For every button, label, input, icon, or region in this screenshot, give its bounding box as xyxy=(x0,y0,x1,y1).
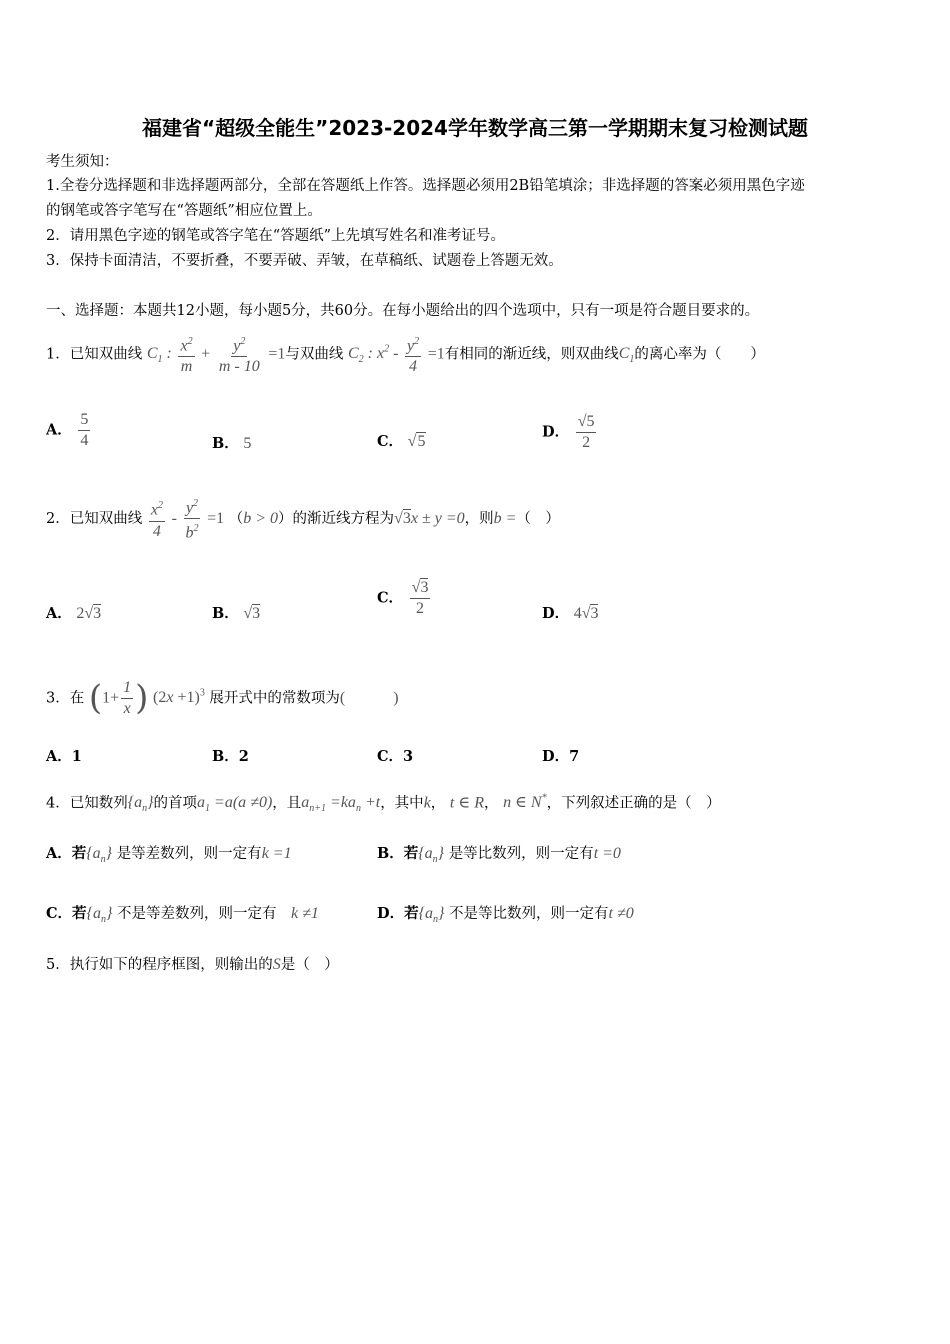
section-heading: 一、选择题：本题共12小题，每小题5分，共60分。在每小题给出的四个选项中，只有一项是符合题目要求的。 xyxy=(46,303,760,319)
q4-option-d: D．若$\{a_n\}$ 不是等比数列，则一定有t ≠0 xyxy=(377,905,634,926)
q3-option-b: B．2 xyxy=(212,748,249,765)
q1-frac-x2-m: $\frac{x^2}{m}$ xyxy=(178,332,194,377)
q4-option-b: B．若$\{a_n\}$ 是等比数列，则一定有t =0 xyxy=(377,845,621,866)
q2-condition: ）的渐近线方程为 xyxy=(278,510,395,527)
q1-option-d: D． $\frac{√5}{2}$ xyxy=(542,413,595,451)
question-2: 2．已知双曲线 $\frac{x^2}{4}$ - $\frac{y^2}{b^2}$ =1 （b > 0）的渐近线方程为√3x ± y =0，则b =（ ） xyxy=(46,494,560,544)
notice-item-1a: 1.全卷分选择题和非选择题两部分，全部在答题纸上作答。选择题必须用2B铅笔填涂；非选择题的答案必须用黑色字迹 xyxy=(46,178,805,194)
q1-mid: 与双曲线 xyxy=(285,346,344,363)
q2-option-d: D． 4√3 xyxy=(542,605,599,622)
q1-frac-y2-4: $\frac{y^2}{4}$ xyxy=(405,332,421,377)
q4-option-c: C．若$\{a_n\}$ 不是等差数列，则一定有 k ≠1 xyxy=(46,905,319,926)
notice-item-2: 2．请用黑色字迹的钢笔或答字笔在“答题纸”上先填写姓名和准考证号。 xyxy=(46,228,506,244)
q1-option-c: C． √5 xyxy=(377,433,426,450)
q2-option-a: A． 2√3 xyxy=(46,605,102,622)
q1-suffix2: 的离心率为（ ） xyxy=(634,346,765,363)
q1-curve-c2: $C_2$ : $x^2$ - xyxy=(347,344,399,366)
notice-item-3: 3．保持卡面清洁，不要折叠，不要弄破、弄皱，在草稿纸、试题卷上答题无效。 xyxy=(46,253,563,269)
q1-option-b: B． 5 xyxy=(212,435,252,452)
q1-suffix: 有相同的渐近线，则双曲线 xyxy=(444,346,619,363)
q3-option-a: A．1 xyxy=(46,748,82,765)
q1-curve-c1: $C_1$ : xyxy=(146,345,172,366)
q3-option-d: D．7 xyxy=(542,748,580,765)
q1-prefix: 1．已知双曲线 xyxy=(46,346,143,363)
q2-option-c: C． $\frac{√3}{2}$ xyxy=(377,579,429,617)
q2-option-b: B． √3 xyxy=(212,605,261,622)
question-1: 1．已知双曲线 $C_1$ : $\frac{x^2}{m}$ + $\frac{y^2}{m - 10}$ =1与双曲线 $C_2$ : $x^2$ - $\frac{y^2}{4}$ =1有相同的渐近线，则双曲线$C_1$的离心率为（ ） xyxy=(46,326,765,385)
page-title: 福建省“超级全能生”2023-2024学年数学高三第一学期期末复习检测试题 xyxy=(142,116,808,140)
notice-item-1b: 的钢笔或答字笔写在“答题纸”相应位置上。 xyxy=(46,203,322,219)
q1-frac-y2-m10: $\frac{y^2}{m - 10}$ xyxy=(217,332,262,377)
question-3: 3．在 (1+ $\frac{1}{x}$ ) $(2x +1)^3$ 展开式中的常数项为( ) xyxy=(46,678,399,719)
q1-option-a: A． $\frac{5}{4}$ xyxy=(46,411,89,449)
q2-prefix: 2．已知双曲线 xyxy=(46,510,143,527)
question-5: 5．执行如下的程序框图，则输出的S是（ ） xyxy=(46,956,339,973)
notice-heading: 考生须知： xyxy=(46,154,119,170)
q4-option-a: A．若$\{a_n\}$ 是等差数列，则一定有k =1 xyxy=(46,845,292,866)
question-4: 4．已知数列$\{a_n\}$的首项$a_1 =a(a \ne 0)$，且$a_{n+1} =ka_n +t$，其中k， t ∈ R， n ∈ N*，下列叙述正确的是（ ） xyxy=(46,793,721,815)
q3-option-c: C．3 xyxy=(377,748,414,765)
